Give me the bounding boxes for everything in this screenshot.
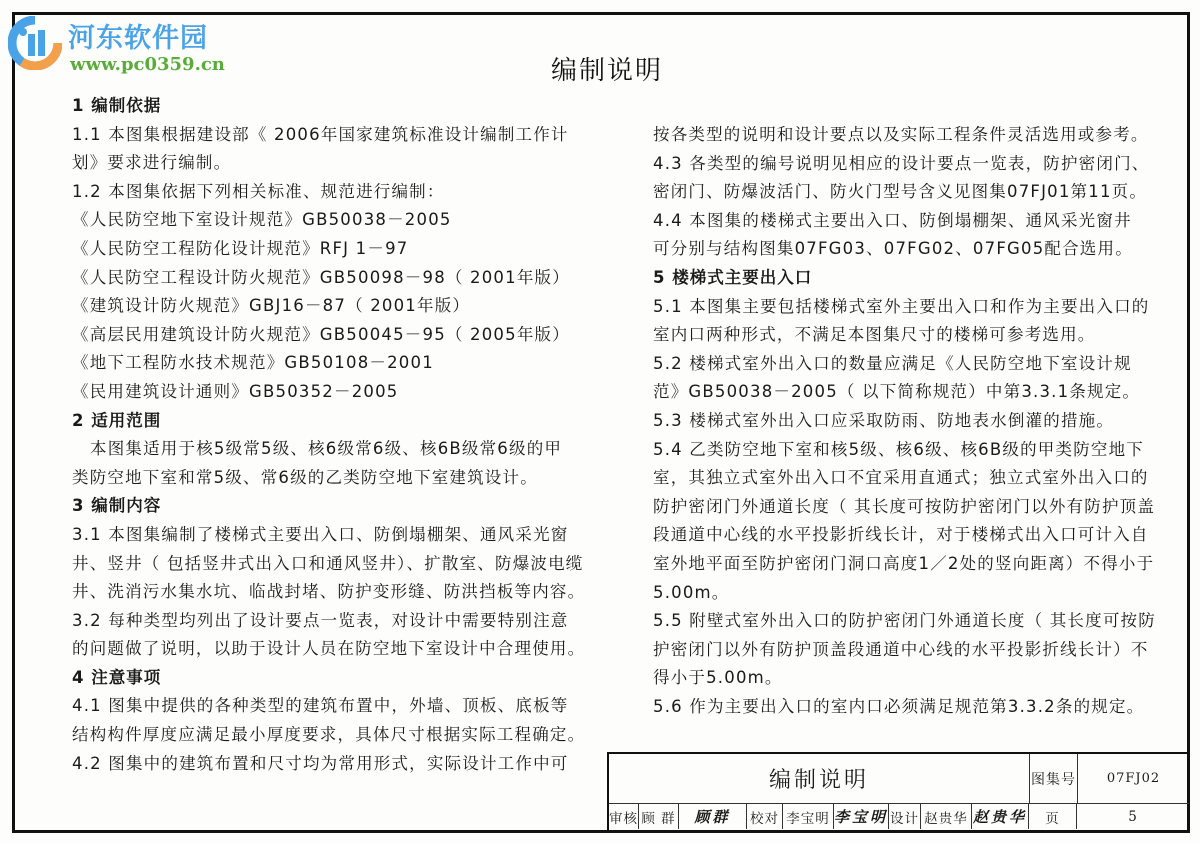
paragraph-line: 3.1 本图集编制了楼梯式主要出入口、防倒塌棚架、通风采光窗 [72, 524, 569, 544]
paragraph-line: 4.3 各类型的编号说明见相应的设计要点一览表，防护密闭门、 [653, 153, 1150, 173]
paragraph-line: 3.2 每种类型均列出了设计要点一览表，对设计中需要特别注意 [72, 610, 569, 630]
paragraph-line: 5.2 楼梯式室外出入口的数量应满足《人民防空地下室设计规 [653, 353, 1132, 373]
paragraph-line: 5.00m。 [653, 582, 730, 602]
design-signature: 赵贵华 [972, 804, 1029, 829]
review-signature: 顾群 [679, 804, 747, 829]
paragraph-line: 4.1 图集中提供的各种类型的建筑布置中，外墙、顶板、底板等 [72, 696, 569, 716]
check-label: 校对 [747, 804, 783, 829]
design-label: 设计 [889, 804, 921, 829]
paragraph-line: 5.4 乙类防空地下室和核5级、核6级、核6B级的甲类防空地下 [653, 439, 1144, 459]
paragraph-line: 井、洗消污水集水坑、临战封堵、防护变形缝、防洪挡板等内容。 [72, 582, 586, 602]
paragraph-line: 得小于5.00m。 [653, 668, 783, 688]
watermark-site-name: 河东软件园 [68, 23, 208, 54]
paragraph-line: 类防空地下室和常5级、常6级的乙类防空地下室建筑设计。 [72, 467, 538, 487]
paragraph-line: 1.2 本图集依据下列相关标准、规范进行编制： [72, 181, 445, 201]
paragraph-line: 《高层民用建筑设计防火规范》GB50045－95（ 2005年版） [72, 324, 570, 344]
paragraph-line: 井、竖井（ 包括竖井式出入口和通风竖井）、扩散室、防爆波电缆 [72, 553, 584, 573]
section-heading: 1 编制依据 [72, 96, 162, 115]
check-name: 李宝明 [783, 804, 834, 829]
paragraph-line: 护密闭门以外有防护顶盖段通道中心线的水平投影折线长计）不 [653, 639, 1149, 659]
section-heading: 3 编制内容 [72, 496, 162, 516]
paragraph-line: 《民用建筑设计通则》GB50352－2005 [72, 381, 399, 401]
atlas-number-value: 07FJ02 [1077, 754, 1189, 804]
paragraph-line: 《建筑设计防火规范》GBJ16－87（ 2001年版） [72, 296, 471, 316]
right-column [653, 121, 1156, 721]
paragraph-line: 《地下工程防水技术规范》GB50108－2001 [72, 353, 434, 373]
paragraph-line: 本图集适用于核5级常5级、核6级常6级、核6B级常6级的甲 [90, 439, 563, 459]
title-block-title: 编制说明 [609, 754, 1029, 804]
paragraph-line: 防护密闭门外通道长度（ 其长度可按防护密闭门以外有防护顶盖 [653, 496, 1156, 516]
check-signature: 李宝明 [834, 804, 889, 829]
page-label: 页 [1029, 804, 1077, 829]
section-heading: 5 楼梯式主要出入口 [653, 267, 813, 287]
paragraph-line: 《人民防空地下室设计规范》GB50038－2005 [72, 210, 452, 230]
paragraph-line: 段通道中心线的水平投影折线长计，对于楼梯式出入口可计入自 [653, 525, 1149, 545]
review-name: 顾 群 [639, 804, 679, 829]
section-heading: 2 适用范围 [72, 410, 162, 430]
left-column [72, 92, 592, 778]
paragraph-line: 1.1 本图集根据建设部《 2006年国家建筑标准设计编制工作计 [72, 124, 569, 144]
paragraph-line: 按各类型的说明和设计要点以及实际工程条件灵活选用或参考。 [653, 125, 1149, 144]
paragraph-line: 5.3 楼梯式室外出入口应采取防雨、防地表水倒灌的措施。 [653, 410, 1115, 430]
review-label: 审核 [609, 804, 639, 829]
watermark-url: www.pc0359.cn [70, 54, 225, 75]
page-number: 5 [1128, 808, 1138, 825]
paragraph-line: 室内口两种形式，不满足本图集尺寸的楼梯可参考选用。 [653, 325, 1096, 345]
paragraph-line: 5.6 作为主要出入口的室内口必须满足规范第3.3.2条的规定。 [653, 696, 1145, 716]
title-block [607, 752, 1189, 830]
design-name: 赵贵华 [921, 804, 972, 829]
paragraph-line: 4.2 图集中的建筑布置和尺寸均为常用形式，实际设计工作中可 [72, 753, 569, 773]
paragraph-line: 可分别与结构图集07FG03、07FG02、07FG05配合选用。 [653, 239, 1133, 259]
paragraph-line: 室外地平面至防护密闭门洞口高度1／2处的竖向距离）不得小于 [653, 553, 1155, 573]
paragraph-line: 4.4 本图集的楼梯式主要出入口、防倒塌棚架、通风采光窗井 [653, 210, 1132, 230]
page-title: 编制说明 [550, 56, 663, 86]
paragraph-line: 的问题做了说明，以助于设计人员在防空地下室设计中合理使用。 [72, 639, 586, 659]
paragraph-line: 5.1 本图集主要包括楼梯式室外主要出入口和作为主要出入口的 [653, 296, 1150, 316]
section-heading: 4 注意事项 [72, 667, 162, 687]
paragraph-line: 5.5 附壁式室外出入口的防护密闭门外通道长度（ 其长度可按防 [653, 611, 1156, 631]
paragraph-line: 室，其独立式室外出入口不宜采用直通式；独立式室外出入口的 [653, 468, 1149, 488]
paragraph-line: 范》GB50038－2005（ 以下简称规范）中第3.3.1条规定。 [653, 382, 1141, 402]
paragraph-line: 《人民防空工程防化设计规范》RFJ 1－97 [72, 238, 409, 258]
paragraph-line: 划》要求进行编制。 [72, 153, 232, 173]
atlas-number-label: 图集号 [1029, 754, 1077, 804]
paragraph-line: 《人民防空工程设计防火规范》GB50098－98（ 2001年版） [72, 267, 570, 287]
paragraph-line: 密闭门、防爆波活门、防火门型号含义见图集07FJ01第11页。 [653, 182, 1148, 202]
paragraph-line: 结构构件厚度应满足最小厚度要求，具体尺寸根据实际工程确定。 [72, 725, 586, 745]
